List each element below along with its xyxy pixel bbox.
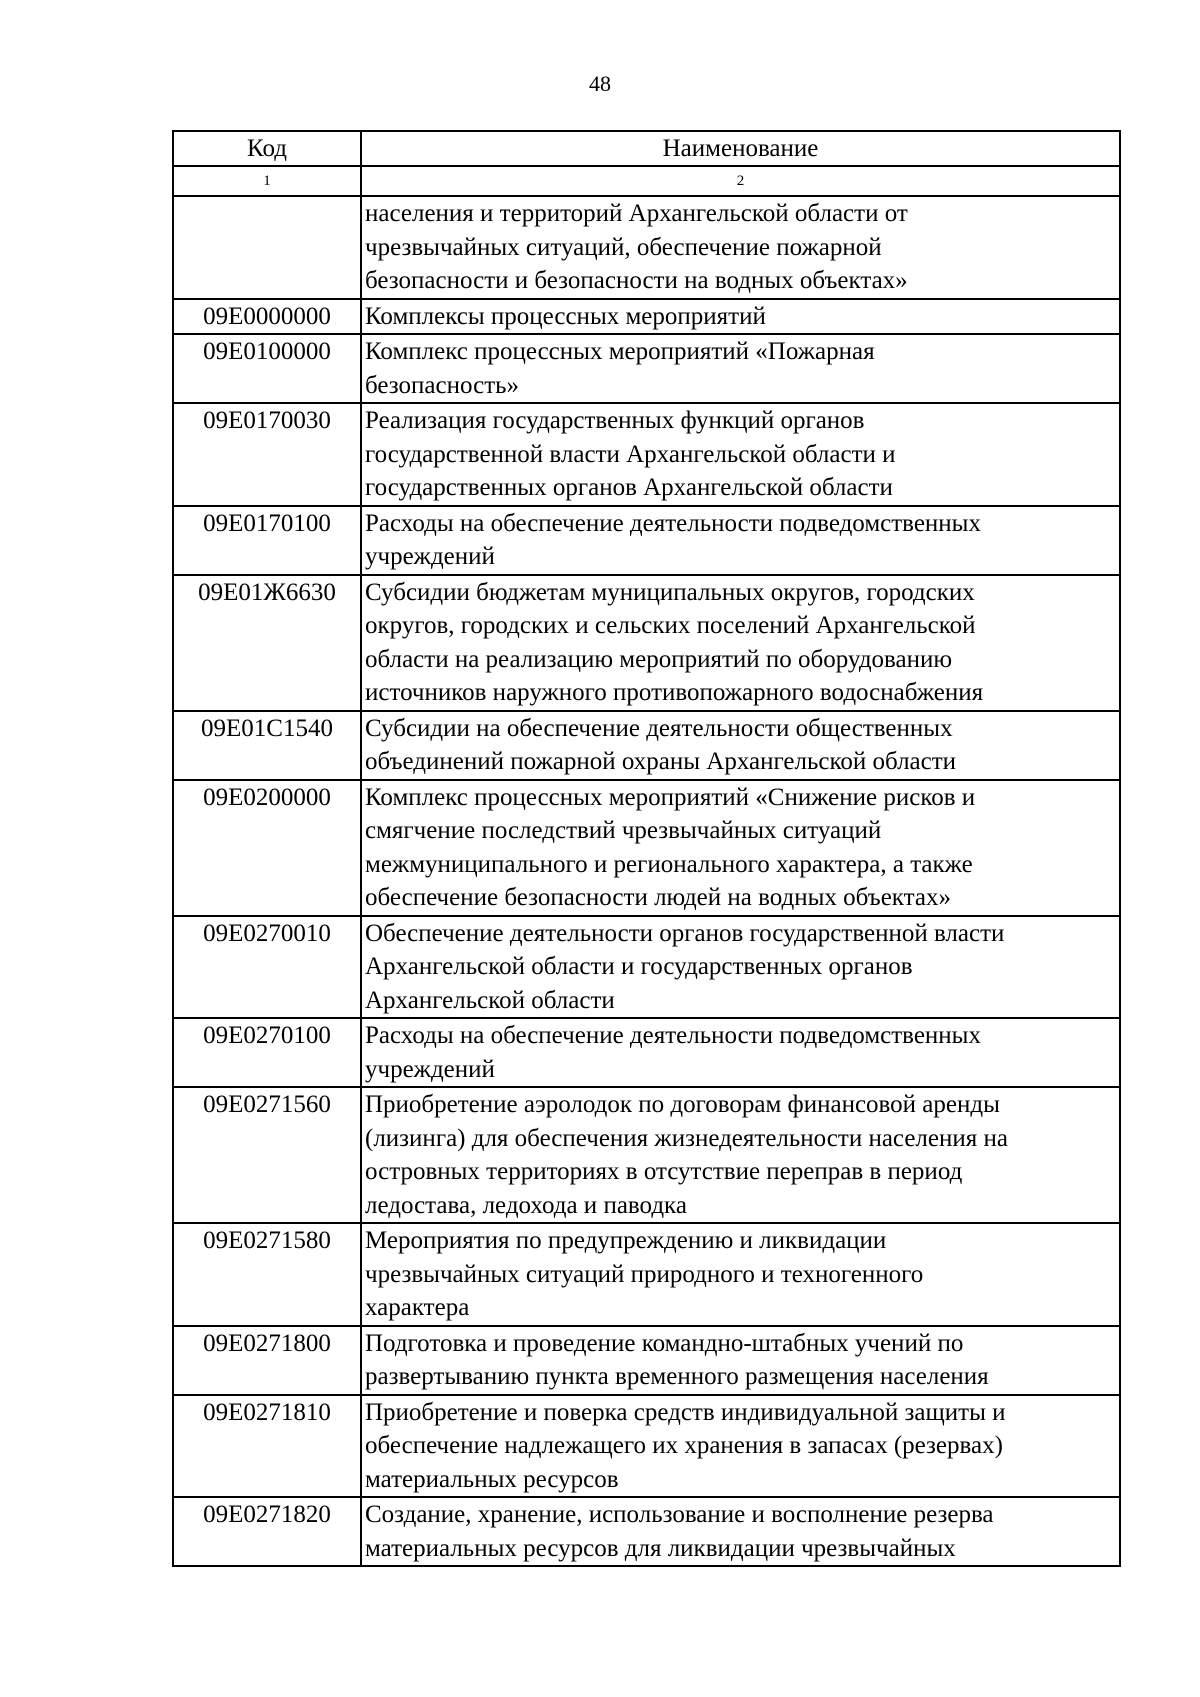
row-name xyxy=(361,1497,1120,1566)
table-row xyxy=(173,1497,1120,1566)
row-name-line: источников наружного противопожарного водоснабжения xyxy=(365,679,984,706)
row-name-line: безопасности и безопасности на водных объектах» xyxy=(365,267,908,294)
budget-codes-table xyxy=(172,130,1121,1567)
row-name xyxy=(361,299,1120,335)
table-row xyxy=(173,334,1120,403)
table-row xyxy=(173,575,1120,711)
row-code: 09Е0271580 xyxy=(173,1223,361,1326)
row-name-line: характера xyxy=(365,1294,470,1321)
row-name-line: Субсидии на обеспечение деятельности общественных xyxy=(365,714,953,742)
row-name-line: смягчение последствий чрезвычайных ситуаций xyxy=(365,817,882,844)
row-name-line: материальных ресурсов xyxy=(365,1465,619,1493)
row-name-line: обеспечение надлежащего их хранения в запасах (резервах) xyxy=(365,1432,1003,1459)
row-name-line: Расходы на обеспечение деятельности подведомственных xyxy=(365,509,981,537)
row-name-line: населения и территорий Архангельской области от xyxy=(365,200,908,227)
row-name-line: (лизинга) для обеспечения жизнедеятельности населения на xyxy=(365,1124,1008,1152)
row-code: 09Е0270010 xyxy=(173,916,361,1019)
row-name-line: Архангельской области xyxy=(365,986,615,1014)
row-code: 09Е0170100 xyxy=(173,506,361,575)
row-code xyxy=(173,196,361,299)
table-row xyxy=(173,1087,1120,1223)
row-code: 09Е01С1540 xyxy=(173,711,361,780)
row-code: 09Е0000000 xyxy=(173,299,361,335)
row-name-line: Архангельской области и государственных органов xyxy=(365,953,913,980)
row-name-line: островных территориях в отсутствие переправ в период xyxy=(365,1158,963,1185)
table-row xyxy=(173,1018,1120,1087)
row-code: 09Е0100000 xyxy=(173,334,361,403)
table-body xyxy=(173,196,1120,1566)
row-name-line: Комплекс процессных мероприятий «Пожарная xyxy=(365,338,875,365)
row-name xyxy=(361,711,1120,780)
column-number-row xyxy=(173,166,1120,196)
row-code: 09Е0170030 xyxy=(173,403,361,506)
row-code: 09Е0271560 xyxy=(173,1087,361,1223)
row-name xyxy=(361,506,1120,575)
row-code: 09Е01Ж6630 xyxy=(173,575,361,711)
header-code: Код xyxy=(173,131,361,166)
table-row xyxy=(173,1395,1120,1498)
table-row xyxy=(173,403,1120,506)
row-name xyxy=(361,1326,1120,1395)
row-name xyxy=(361,575,1120,711)
row-name xyxy=(361,916,1120,1019)
row-name-line: материальных ресурсов для ликвидации чрезвычайных xyxy=(365,1534,956,1562)
table-row xyxy=(173,1223,1120,1326)
row-code: 09Е0271800 xyxy=(173,1326,361,1395)
row-name xyxy=(361,1395,1120,1498)
table-row xyxy=(173,299,1120,335)
row-name xyxy=(361,403,1120,506)
row-name-line: Обеспечение деятельности органов государственной власти xyxy=(365,919,1005,947)
row-name xyxy=(361,1223,1120,1326)
row-name xyxy=(361,1018,1120,1087)
row-name-line: Приобретение аэролодок по договорам финансовой аренды xyxy=(365,1091,1000,1118)
row-name-line: развертыванию пункта временного размещения населения xyxy=(365,1363,989,1390)
table-row xyxy=(173,916,1120,1019)
page-number: 48 xyxy=(589,71,611,96)
row-name xyxy=(361,196,1120,299)
row-name-line: безопасность» xyxy=(365,371,520,399)
row-name xyxy=(361,334,1120,403)
row-name-line: Подготовка и проведение командно-штабных учений по xyxy=(365,1329,964,1357)
row-name-line: Комплексы процессных мероприятий xyxy=(365,302,766,330)
row-code: 09Е0271820 xyxy=(173,1497,361,1566)
row-code: 09Е0270100 xyxy=(173,1018,361,1087)
row-name-line: области на реализацию мероприятий по оборудованию xyxy=(365,645,953,673)
row-name-line: чрезвычайных ситуаций, обеспечение пожарной xyxy=(365,233,882,261)
row-name-line: Мероприятия по предупреждению и ликвидации xyxy=(365,1227,887,1254)
row-name-line: Субсидии бюджетам муниципальных округов, городских xyxy=(365,578,975,606)
row-name-line: межмуниципального и регионального характера, а также xyxy=(365,850,973,878)
row-name-line: учреждений xyxy=(365,543,495,570)
row-name-line: Приобретение и поверка средств индивидуальной защиты и xyxy=(365,1398,1006,1426)
header-name: Наименование xyxy=(361,131,1120,166)
row-name-line: государственной власти Архангельской области и xyxy=(365,440,896,468)
table-row xyxy=(173,506,1120,575)
table-row xyxy=(173,711,1120,780)
row-name-line: Реализация государственных функций органов xyxy=(365,407,865,434)
row-code: 09Е0200000 xyxy=(173,780,361,916)
table-header-row xyxy=(173,131,1120,166)
row-name-line: государственных органов Архангельской области xyxy=(365,474,893,501)
row-name-line: учреждений xyxy=(365,1055,495,1083)
table-row xyxy=(173,196,1120,299)
row-code: 09Е0271810 xyxy=(173,1395,361,1498)
column-number-code: 1 xyxy=(173,166,361,196)
row-name-line: обеспечение безопасности людей на водных объектах» xyxy=(365,884,951,911)
row-name-line: округов, городских и сельских поселений Архангельской xyxy=(365,612,976,639)
row-name-line: Комплекс процессных мероприятий «Снижение рисков и xyxy=(365,783,976,811)
row-name xyxy=(361,780,1120,916)
column-number-name: 2 xyxy=(361,166,1120,196)
row-name-line: ледостава, ледохода и паводка xyxy=(365,1191,687,1219)
row-name-line: Расходы на обеспечение деятельности подведомственных xyxy=(365,1022,981,1049)
table-row xyxy=(173,780,1120,916)
row-name-line: объединений пожарной охраны Архангельской области xyxy=(365,748,957,775)
table-row xyxy=(173,1326,1120,1395)
row-name xyxy=(361,1087,1120,1223)
row-name-line: Создание, хранение, использование и восполнение резерва xyxy=(365,1501,994,1528)
row-name-line: чрезвычайных ситуаций природного и техногенного xyxy=(365,1260,924,1288)
